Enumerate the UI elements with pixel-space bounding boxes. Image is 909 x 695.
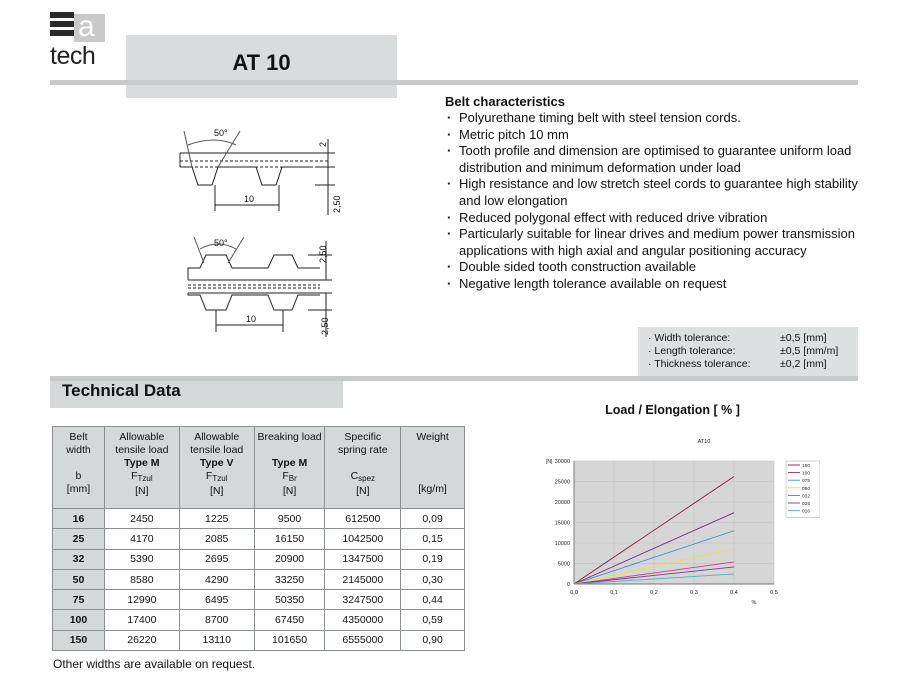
table-row: 16 2450 1225 9500 612500 0,09 <box>53 509 465 529</box>
legend-label: 016 <box>802 509 811 515</box>
table-row: 100 17400 8700 67450 4350000 0,59 <box>53 610 465 630</box>
y-tick-label: 30000 <box>554 459 570 465</box>
list-item: · Tooth profile and dimension are optimised to guarantee uniform load distribution and minimum deformation under load <box>445 143 865 176</box>
tolerance-value: ±0,5 [mm/m] <box>780 345 839 357</box>
table-row: 150 26220 13110 101650 6555000 0,90 <box>53 630 465 650</box>
tolerance-box <box>638 327 858 380</box>
logo-word: tech <box>50 42 96 70</box>
page-title: AT 10 <box>232 50 291 75</box>
list-item: · Negative length tolerance available on request <box>445 276 865 293</box>
y-tick-label: 0 <box>566 582 570 588</box>
technical-data-table <box>52 426 465 651</box>
table-row: 32 5390 2695 20900 1347500 0,19 <box>53 549 465 569</box>
legend-label: 025 <box>802 502 811 507</box>
x-tick-label: 0,2 <box>650 590 658 596</box>
list-item: · Double sided tooth construction available <box>445 259 865 276</box>
characteristics-title: Belt characteristics <box>445 94 565 109</box>
header-spring-rate: Specific spring rate $C_{spez}$ [N] <box>325 427 401 509</box>
angle-label-top: 50° <box>214 128 228 138</box>
legend-label: 100 <box>802 471 811 477</box>
x-tick-label: 0,3 <box>690 590 698 596</box>
chart-title: Load / Elongation [ % ] <box>605 403 740 417</box>
header-weight: Weight [kg/m] <box>401 427 465 509</box>
x-tick-label: 0,1 <box>610 590 618 596</box>
legend-label: 150 <box>802 464 811 469</box>
angle-label-bottom: 50° <box>214 238 228 248</box>
list-item: · Metric pitch 10 mm <box>445 127 865 144</box>
y-tick-label: 10000 <box>554 541 570 547</box>
y-tick-label: 5000 <box>557 561 570 568</box>
characteristics-list <box>445 110 865 293</box>
x-tick-label: 0,4 <box>730 590 738 596</box>
chart-subtitle: AT10 <box>697 439 711 445</box>
height-label-bottom-top: 2,50 <box>318 245 328 263</box>
thickness-label-top: 2 <box>318 141 328 147</box>
logo-letter: a <box>78 10 95 43</box>
pitch-label-top: 10 <box>244 194 255 204</box>
y-axis-label: [N] <box>546 459 553 465</box>
height-label-top: 2,50 <box>332 195 342 213</box>
list-item: · Reduced polygonal effect with reduced drive vibration <box>445 210 865 227</box>
tolerance-label: · Length tolerance: <box>648 345 736 357</box>
belt-profile-drawing <box>170 125 345 340</box>
y-tick-label: 20000 <box>554 500 570 506</box>
tolerance-label: · Width tolerance: <box>648 332 731 344</box>
legend-label: 032 <box>802 494 811 500</box>
table-row: 75 12990 6495 50350 3247500 0,44 <box>53 590 465 610</box>
logo <box>50 12 106 70</box>
header-width: Belt width b [mm] <box>53 427 105 509</box>
y-tick-label: 15000 <box>554 520 570 527</box>
tolerance-value: ±0,2 [mm] <box>780 358 827 370</box>
availability-note: Other widths are available on request. <box>53 657 256 671</box>
header-breaking-load: Breaking load Type M $F_{Br}$ [N] <box>254 427 325 509</box>
tolerance-value: ±0,5 [mm] <box>780 332 827 344</box>
pitch-label-bottom: 10 <box>246 314 257 324</box>
tolerance-label: · Thickness tolerance: <box>648 358 751 370</box>
header-load-v: Allowable tensile load Type V $F_{Tzul}$ [N] <box>179 427 254 509</box>
x-axis-label: % <box>751 600 757 606</box>
list-item: · Polyurethane timing belt with steel tension cords. <box>445 110 865 127</box>
y-tick-label: 25000 <box>554 479 570 486</box>
header-load-m: Allowable tensile load Type M $F_{Tzul}$ [N] <box>104 427 179 509</box>
header-rule <box>50 80 858 85</box>
load-elongation-chart <box>530 433 820 613</box>
legend-label: 050 <box>802 486 811 492</box>
table-row: 50 8580 4290 33250 2145000 0,30 <box>53 569 465 589</box>
list-item: · High resistance and low stretch steel cords to guarantee high stability and low elongation <box>445 176 865 209</box>
list-item: · Particularly suitable for linear drives and medium power transmission applications with high axial and angular positioning accuracy <box>445 226 865 259</box>
legend-label: 075 <box>802 479 811 485</box>
technical-data-title: Technical Data <box>62 381 181 400</box>
x-tick-label: 0,5 <box>770 590 778 596</box>
x-tick-label: 0,0 <box>570 590 578 596</box>
table-row: 25 4170 2085 16150 1042500 0,15 <box>53 529 465 549</box>
height-label-bottom-bottom: 2,50 <box>320 317 330 335</box>
